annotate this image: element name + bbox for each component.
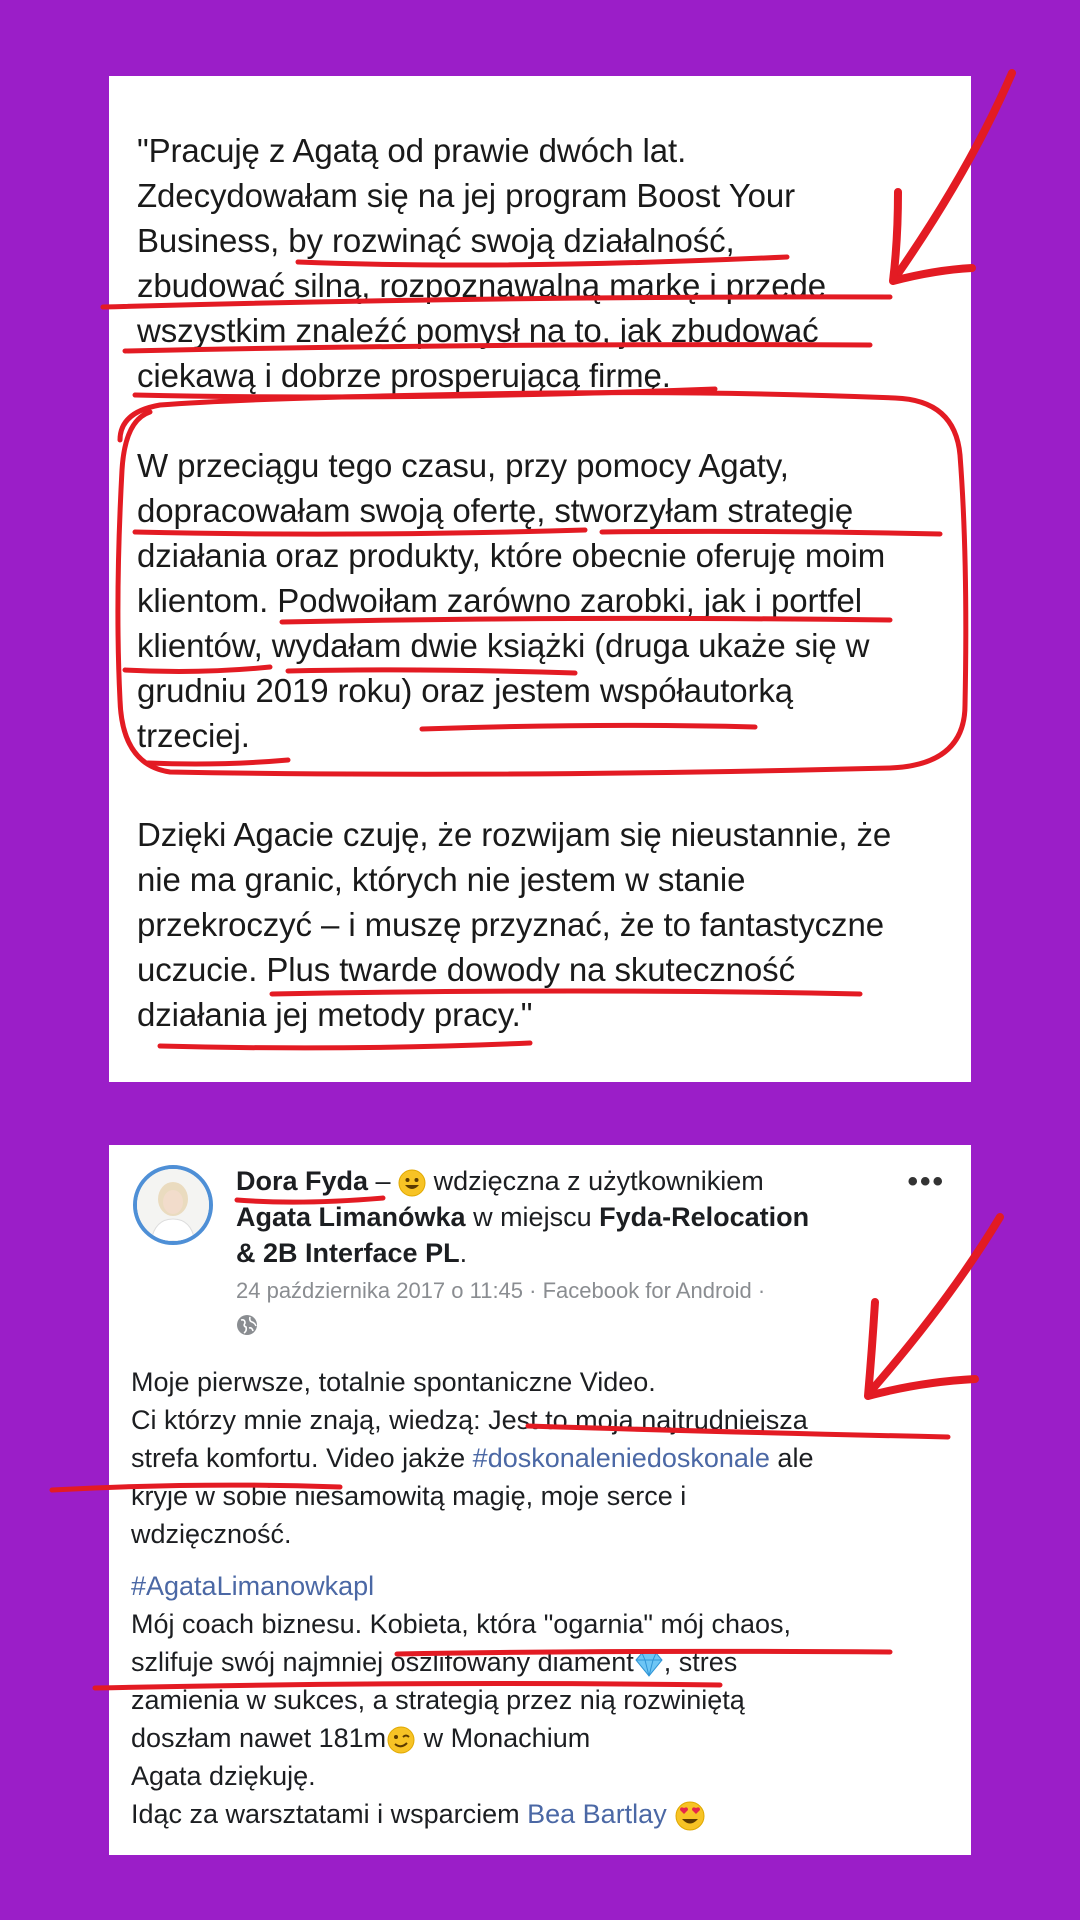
quote-card bbox=[109, 76, 971, 1082]
avatar[interactable] bbox=[133, 1165, 213, 1245]
post-timestamp[interactable]: 24 października 2017 o 11:45 · Facebook for Android · bbox=[236, 1278, 766, 1303]
post-text-span: doszłam nawet 181m bbox=[131, 1723, 387, 1753]
quote-line: Dzięki Agacie czuję, że rozwijam się nieustannie, że bbox=[137, 816, 892, 853]
quote-line: grudniu 2019 roku) oraz jestem współautorką bbox=[137, 672, 794, 709]
quote-line: przekroczyć – i muszę przyznać, że to fantastyczne bbox=[137, 906, 884, 943]
post-text-span: szlifuje swój najmniej oszlifowany diament bbox=[131, 1647, 634, 1677]
quote-line: klientom. Podwoiłam zarówno zarobki, jak i portfel bbox=[137, 582, 862, 619]
post-text-line: wdzięczność. bbox=[131, 1519, 292, 1549]
wink-emoji-icon bbox=[386, 1725, 416, 1755]
post-text-span: strefa komfortu. Video jakże bbox=[131, 1443, 473, 1473]
quote-line: "Pracuję z Agatą od prawie dwóch lat. bbox=[137, 132, 687, 169]
post-text-line: Mój coach biznesu. Kobieta, która "ogarnia" mój chaos, bbox=[131, 1609, 792, 1639]
post-text-line: zamienia w sukces, a strategią przez nią rozwiniętą bbox=[131, 1685, 745, 1715]
quote-line: ciekawą i dobrze prosperującą firmę. bbox=[137, 357, 671, 394]
quote-line: dopracowałam swoją ofertę, stworzyłam strategię bbox=[137, 492, 854, 529]
mention-link[interactable]: Bea Bartlay bbox=[527, 1799, 667, 1829]
post-text-line bbox=[131, 1795, 706, 1833]
quote-line: W przeciągu tego czasu, przy pomocy Agaty, bbox=[137, 447, 789, 484]
place-name-cont[interactable]: & 2B Interface PL bbox=[236, 1238, 460, 1268]
quote-line: działania jej metody pracy." bbox=[137, 996, 533, 1033]
heart-eyes-emoji-icon bbox=[674, 1800, 706, 1832]
quote-line: Business, by rozwinąć swoją działalność, bbox=[137, 222, 735, 259]
post-header-line3 bbox=[236, 1235, 467, 1271]
feeling-text: wdzięczna z użytkownikiem bbox=[426, 1166, 764, 1196]
globe-icon bbox=[236, 1314, 258, 1336]
quote-line: uczucie. Plus twarde dowody na skuteczność bbox=[137, 951, 795, 988]
post-header-line1 bbox=[236, 1163, 764, 1199]
post-header-line2 bbox=[236, 1199, 809, 1235]
post-text-span: ale bbox=[769, 1443, 814, 1473]
post-text-line: Agata dziękuję. bbox=[131, 1761, 316, 1791]
author-name[interactable]: Dora Fyda bbox=[236, 1166, 369, 1196]
in-place-text: w miejscu bbox=[465, 1202, 600, 1232]
post-text-span: Idąc za warsztatami i wsparciem bbox=[131, 1799, 528, 1829]
post-text-span: w Monachium bbox=[416, 1723, 591, 1753]
quote-line: klientów, wydałam dwie książki (druga ukaże się w bbox=[137, 627, 870, 664]
tagged-user[interactable]: Agata Limanówka bbox=[236, 1202, 466, 1232]
post-text-span: , stres bbox=[663, 1647, 738, 1677]
quote-line: wszystkim znaleźć pomysł na to, jak zbudować bbox=[137, 312, 819, 349]
facebook-post-card bbox=[109, 1145, 971, 1855]
header-period: . bbox=[459, 1238, 468, 1268]
hashtag-link[interactable]: #doskonaleniedoskonale bbox=[472, 1443, 770, 1473]
more-options-icon[interactable]: ••• bbox=[907, 1165, 945, 1198]
hashtag-link[interactable]: #AgataLimanowkapl bbox=[131, 1571, 375, 1601]
header-dash: – bbox=[368, 1166, 399, 1196]
quote-line: nie ma granic, których nie jestem w stanie bbox=[137, 861, 746, 898]
place-name[interactable]: Fyda-Relocation bbox=[599, 1202, 810, 1232]
smiley-icon bbox=[398, 1169, 426, 1197]
quote-line: zbudować silną, rozpoznawalną markę i przede bbox=[137, 267, 826, 304]
post-text-line: Ci którzy mnie znają, wiedzą: Jest to moja najtrudniejsza bbox=[131, 1405, 808, 1435]
quote-line: trzeciej. bbox=[137, 717, 250, 754]
quote-line: działania oraz produkty, które obecnie oferuję moim bbox=[137, 537, 886, 574]
diamond-emoji-icon bbox=[634, 1651, 664, 1677]
post-text-line: Moje pierwsze, totalnie spontaniczne Video. bbox=[131, 1367, 656, 1397]
post-text-line bbox=[131, 1719, 590, 1757]
post-text-line bbox=[131, 1439, 813, 1477]
post-text-line: kryje w sobie niesamowitą magię, moje serce i bbox=[131, 1481, 687, 1511]
quote-line: Zdecydowałam się na jej program Boost Your bbox=[137, 177, 795, 214]
avatar-photo-icon bbox=[137, 1169, 209, 1241]
post-text-line bbox=[131, 1643, 737, 1681]
